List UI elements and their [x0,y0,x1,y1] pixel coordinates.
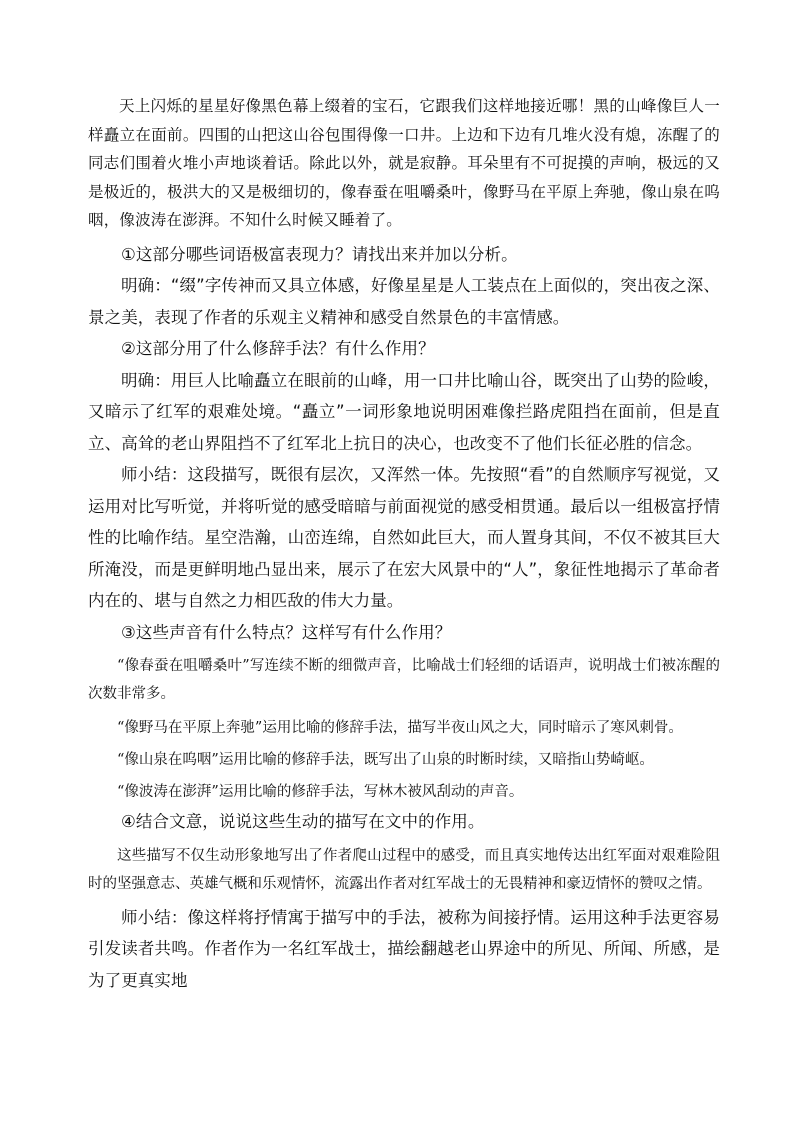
question-1: ①这部分哪些词语极富表现力？请找出来并加以分析。 [121,244,518,264]
teacher-summary-2: 师小结：像这样将抒情寓于描写中的手法，被称为间接抒情。运用这种手法更容易引发读者共鸣。作者作为一名红军战士，描绘翻越老山界途中的所见、所闻、所感，是为了更真实地 [88,907,720,990]
answer-3-item-2: “像野马在平原上奔驰”运用比喻的修辞手法，描写半夜山风之大，同时暗示了寒风刺骨。 [117,720,683,736]
answer-3-item-1: “像春蚕在咀嚼桑叶”写连续不断的细微声音，比喻战士们轻细的话语声，说明战士们被冻醒的次数非常多。 [88,658,720,702]
excerpt-paragraph: 天上闪烁的星星好像黑色幕上缀着的宝石，它跟我们这样地接近哪！黑的山峰像巨人一样矗立在面前。四围的山把这山谷包围得像一口井。上边和下边有几堆火没有熄，冻醒了的同志们围着火堆小声地谈着话。除此以外，就是寂静。耳朵里有不可捉摸的声响，极远的又是极近的，极洪大的又是极细切的，像春蚕在咀嚼桑叶，像野马在平原上奔驰，像山泉在呜咽，像波涛在澎湃。不知什么时候又睡着了。 [88,97,720,229]
teacher-summary-1: 师小结：这段描写，既很有层次，又浑然一体。先按照“看”的自然顺序写视觉，又运用对比写听觉，并将听觉的感受暗暗与前面视觉的感受相贯通。最后以一组极富抒情性的比喻作结。星空浩瀚，山峦连绵，自然如此巨大，而人置身其间，不仅不被其巨大所淹没，而是更鲜明地凸显出来，展示了在宏大风景中的“人”，象征性地揭示了革命者内在的、堪与自然之力相匹敌的伟大力量。 [88,465,720,610]
answer-1: 明确：“缀”字传神而又具立体感，好像星星是人工装点在上面似的，突出夜之深、景之美，表现了作者的乐观主义精神和感受自然景色的丰富情感。 [88,276,720,327]
answer-4: 这些描写不仅生动形象地写出了作者爬山过程中的感受，而且真实地传达出红军面对艰难险阻时的坚强意志、英雄气概和乐观情怀，流露出作者对红军战士的无畏精神和豪迈情怀的赞叹之情。 [88,847,720,892]
document-body [88,92,720,996]
question-3: ③这些声音有什么特点？这样写有什么作用？ [121,622,452,642]
answer-2: 明确：用巨人比喻矗立在眼前的山峰，用一口井比喻山谷，既突出了山势的险峻，又暗示了红军的艰难处境。“矗立”一词形象地说明困难像拦路虎阻挡在面前，但是直立、高耸的老山界阻挡不了红军北上抗日的决心，也改变不了他们长征必胜的信念。 [88,370,720,453]
answer-3-item-3: “像山泉在呜咽”运用比喻的修辞手法，既写出了山泉的时断时续，又暗指山势崎岖。 [117,752,654,768]
answer-3-item-4: “像波涛在澎湃”运用比喻的修辞手法，写林木被风刮动的声音。 [117,784,524,800]
question-4: ④结合文意，说说这些生动的描写在文中的作用。 [121,812,485,831]
question-2: ②这部分用了什么修辞手法？有什么作用？ [121,339,435,358]
